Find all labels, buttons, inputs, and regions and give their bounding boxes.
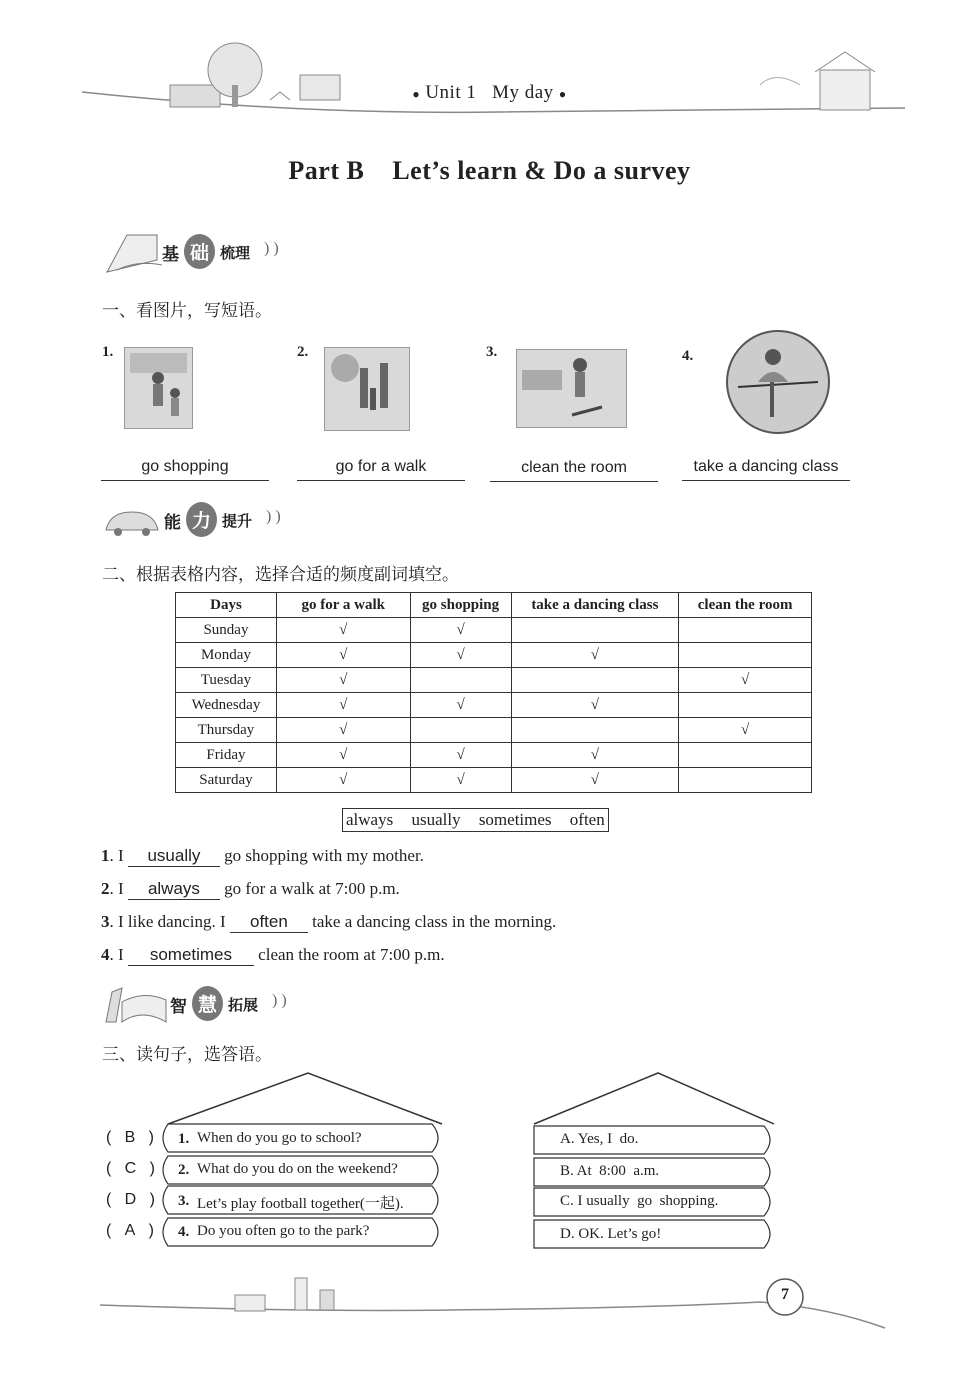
- table-row: [176, 768, 812, 793]
- question-row-4: [106, 1222, 436, 1240]
- check-cell: √: [276, 693, 410, 718]
- sentence-end: go for a walk at 7:00 p.m.: [224, 879, 400, 898]
- answer-blank[interactable]: sometimes: [128, 945, 254, 966]
- word-box: always usually sometimes often: [342, 808, 609, 832]
- dancing-class-picture-icon: [726, 330, 830, 434]
- check-cell: √: [276, 743, 410, 768]
- check-cell: [511, 718, 679, 743]
- day-cell: Tuesday: [176, 668, 277, 693]
- badge-arcs: ) ): [264, 240, 279, 257]
- check-cell: [410, 668, 511, 693]
- instruction-1: 一、看图片，写短语。: [102, 301, 272, 321]
- check-cell: [679, 743, 812, 768]
- picture-answer-2[interactable]: go for a walk: [297, 454, 465, 481]
- answer-blank[interactable]: usually: [128, 846, 220, 867]
- family-walk-picture-icon: [324, 347, 410, 431]
- section-badge-wisdom: [102, 982, 302, 1026]
- check-cell: √: [410, 643, 511, 668]
- check-cell: √: [410, 618, 511, 643]
- sentence-start: . I: [109, 846, 124, 865]
- check-cell: √: [276, 718, 410, 743]
- answer-bracket[interactable]: ( D ): [106, 1191, 155, 1208]
- table-header: clean the room: [679, 593, 812, 618]
- question-row-3: [106, 1191, 436, 1212]
- badge-char-3: 梳理: [220, 244, 251, 262]
- check-cell: √: [276, 668, 410, 693]
- fill-sentence-3: [101, 912, 556, 933]
- fill-sentence-4: [101, 945, 445, 966]
- picture-answer-3[interactable]: clean the room: [490, 455, 658, 482]
- question-row-1: [106, 1129, 436, 1147]
- header-unit-title: ● Unit 1 My day ●: [412, 82, 567, 103]
- check-cell: √: [276, 768, 410, 793]
- picture-num-1: 1.: [102, 344, 114, 360]
- question-number: 2.: [178, 1162, 190, 1178]
- badge-char-1: 基: [162, 245, 179, 265]
- table-header: go shopping: [410, 593, 511, 618]
- question-text: Do you often go to the park?: [197, 1223, 370, 1239]
- sentence-number: 1: [101, 846, 110, 865]
- question-text: What do you do on the weekend?: [197, 1161, 398, 1177]
- match-answer: A: [124, 1222, 136, 1239]
- answer-blank[interactable]: always: [128, 879, 220, 900]
- check-cell: √: [511, 743, 679, 768]
- sentence-number: 2: [101, 879, 110, 898]
- table-header: take a dancing class: [511, 593, 679, 618]
- check-cell: [679, 618, 812, 643]
- check-cell: √: [511, 768, 679, 793]
- table-row: [176, 668, 812, 693]
- question-number: 1.: [178, 1131, 190, 1147]
- day-cell: Monday: [176, 643, 277, 668]
- sentence-number: 3: [101, 912, 110, 931]
- question-number: 4.: [178, 1224, 190, 1240]
- check-cell: [679, 643, 812, 668]
- picture-num-2: 2.: [297, 344, 309, 360]
- car-icon: [102, 502, 162, 538]
- page-number: 7: [781, 1286, 789, 1303]
- picture-answer-4[interactable]: take a dancing class: [682, 454, 850, 481]
- table-row: [176, 718, 812, 743]
- section-badge-ability: [102, 498, 302, 542]
- response-1: A. Yes, I do.: [560, 1131, 639, 1147]
- badge-arcs: ) ): [266, 508, 281, 525]
- picture-num-4: 4.: [682, 348, 694, 364]
- answer-bracket[interactable]: ( A ): [106, 1222, 155, 1239]
- match-answer: C: [124, 1160, 137, 1177]
- check-cell: √: [511, 693, 679, 718]
- shopping-picture-icon: [124, 347, 193, 429]
- response-3: C. I usually go shopping.: [560, 1193, 719, 1209]
- day-cell: Friday: [176, 743, 277, 768]
- match-answer: D: [124, 1191, 137, 1208]
- question-text: Let’s play football together(一起).: [197, 1196, 404, 1212]
- day-cell: Sunday: [176, 618, 277, 643]
- fill-sentence-1: [101, 846, 424, 867]
- response-4: D. OK. Let’s go!: [560, 1226, 662, 1242]
- table-row: [176, 743, 812, 768]
- instruction-3: 三、读句子，选答语。: [102, 1045, 272, 1065]
- picture-answer-1[interactable]: go shopping: [101, 454, 269, 481]
- sentence-end: go shopping with my mother.: [224, 846, 424, 865]
- check-cell: √: [276, 643, 410, 668]
- check-cell: [679, 768, 812, 793]
- check-cell: [410, 718, 511, 743]
- day-cell: Thursday: [176, 718, 277, 743]
- fill-sentence-2: [101, 879, 400, 900]
- answer-bracket[interactable]: ( C ): [106, 1160, 155, 1177]
- table-row: [176, 618, 812, 643]
- sentence-number: 4: [101, 945, 110, 964]
- section-badge-basic: [102, 230, 302, 274]
- table-header: go for a walk: [276, 593, 410, 618]
- day-cell: Saturday: [176, 768, 277, 793]
- table-header-row: [176, 593, 812, 618]
- match-answer: B: [124, 1129, 136, 1146]
- check-cell: √: [511, 643, 679, 668]
- day-cell: Wednesday: [176, 693, 277, 718]
- badge-char-3: 拓展: [228, 996, 259, 1014]
- badge-char-3: 提升: [222, 512, 253, 530]
- survey-table: [175, 592, 812, 793]
- sentence-start: . I: [109, 945, 124, 964]
- check-cell: √: [679, 668, 812, 693]
- check-cell: [679, 693, 812, 718]
- badge-char-2: 慧: [192, 986, 223, 1021]
- badge-arcs: ) ): [272, 992, 287, 1009]
- check-cell: [511, 618, 679, 643]
- question-row-2: [106, 1160, 436, 1178]
- book-pencil-icon: [102, 984, 168, 1024]
- answer-blank[interactable]: often: [230, 912, 308, 933]
- table-row: [176, 643, 812, 668]
- instruction-2: 二、根据表格内容，选择合适的频度副词填空。: [102, 565, 459, 585]
- check-cell: √: [410, 693, 511, 718]
- check-cell: √: [410, 743, 511, 768]
- answer-bracket[interactable]: ( B ): [106, 1129, 155, 1146]
- table-header: Days: [176, 593, 277, 618]
- sentence-start: . I: [109, 879, 124, 898]
- check-cell: √: [276, 618, 410, 643]
- table-row: [176, 693, 812, 718]
- picture-num-3: 3.: [486, 344, 498, 360]
- response-2: B. At 8:00 a.m.: [560, 1163, 660, 1179]
- slide-icon: [102, 230, 162, 274]
- unit-label: Unit 1: [425, 82, 477, 103]
- question-text: When do you go to school?: [197, 1130, 362, 1146]
- sentence-start: . I like dancing. I: [109, 912, 226, 931]
- page-title: Part B Let’s learn & Do a survey: [288, 156, 691, 185]
- footer-decoration: [0, 1270, 979, 1340]
- response-house-frame: [528, 1070, 780, 1252]
- badge-char-2: 力: [186, 502, 217, 537]
- badge-char-1: 能: [164, 513, 181, 533]
- check-cell: √: [679, 718, 812, 743]
- unit-topic: My day: [492, 82, 554, 103]
- sentence-end: clean the room at 7:00 p.m.: [258, 945, 445, 964]
- badge-char-2: 础: [184, 234, 215, 269]
- check-cell: √: [410, 768, 511, 793]
- question-number: 3.: [178, 1193, 190, 1209]
- cleaning-room-picture-icon: [516, 349, 627, 428]
- sentence-end: take a dancing class in the morning.: [312, 912, 557, 931]
- check-cell: [511, 668, 679, 693]
- badge-char-1: 智: [170, 997, 187, 1017]
